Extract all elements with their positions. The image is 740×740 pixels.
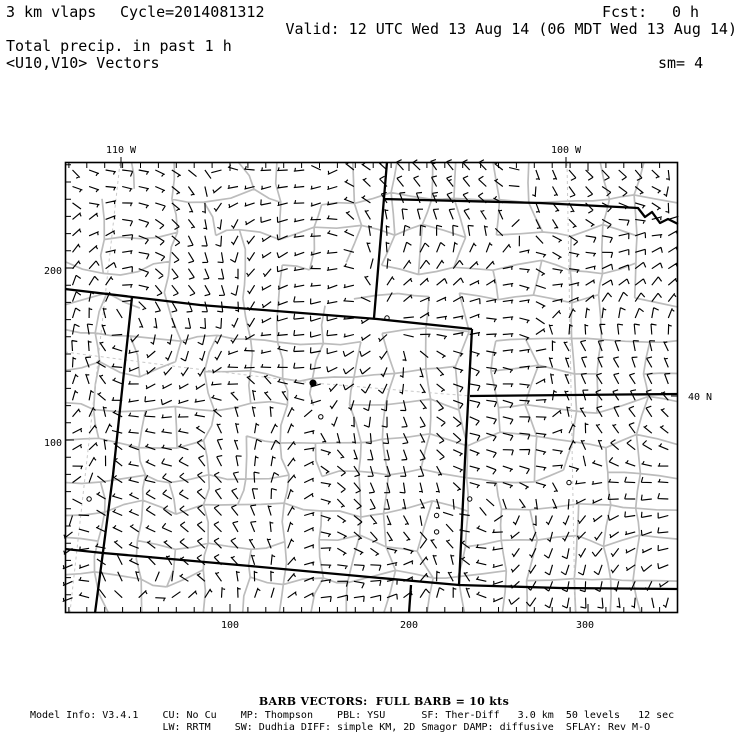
latitude-label: 40 N [688,392,713,403]
station-marker [310,380,317,387]
model-info-line1: Model Info: V3.4.1 CU: No Cu MP: Thompson PBL: YSU SF: Ther-Diff 3.0 km 50 levels 12 sec [30,710,675,721]
y-axis-label: 200 [43,266,62,277]
barb-legend: BARB VECTORS: FULL BARB = 10 kts [258,695,510,708]
y-axis-label: 100 [43,438,62,449]
axis-labels-layer [44,145,712,631]
field-title-line2: <U10,V10> Vectors [6,54,160,72]
longitude-label: 100 W [550,145,582,156]
x-axis-label: 100 [220,620,240,631]
valid-time: Valid: 12 UTC Wed 13 Aug 14 (06 MDT Wed 13 Aug 14) [285,20,737,38]
x-axis-label: 300 [575,620,595,631]
forecast-label: Fcst: [602,3,648,21]
x-axis-label: 200 [399,620,419,631]
wind-barbs-layer [63,160,679,609]
smoothing-label: sm= 4 [658,54,704,72]
cycle-label: Cycle=2014081312 [120,3,265,21]
model-info-line2: LW: RRTM SW: Dudhia DIFF: simple KM, 2D Smagor DAMP: diffusive SFLAY: Rev M-O [30,722,651,733]
longitude-label: 110 W [105,145,137,156]
forecast-value: 0 h [672,3,700,21]
field-title-line1: Total precip. in past 1 h [6,37,232,55]
model-name: 3 km vlaps [6,3,97,21]
